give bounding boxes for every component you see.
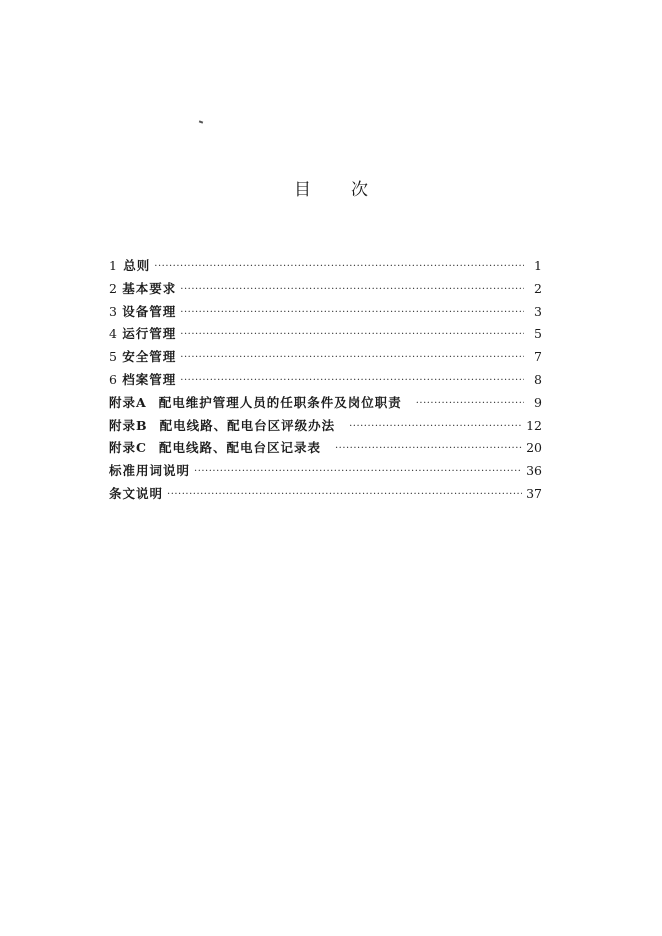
- dot-leader: [180, 302, 524, 325]
- dot-leader: [349, 416, 522, 439]
- toc-entry-number: 1: [109, 258, 117, 273]
- toc-entry-1[interactable]: [109, 255, 542, 278]
- toc-entry-label: 标准用词说明: [109, 463, 191, 479]
- toc-entry-6[interactable]: [109, 369, 542, 392]
- toc-entry-number: 5: [109, 349, 117, 365]
- toc-entry-page: 37: [526, 485, 542, 501]
- toc-entry-2[interactable]: [109, 278, 542, 301]
- toc-entry-page: 20: [526, 440, 542, 456]
- toc-entry-number: 2: [109, 280, 117, 296]
- toc-entry-page: 2: [534, 280, 542, 296]
- dot-leader: [180, 279, 524, 302]
- table-of-contents: [109, 255, 542, 506]
- toc-entry-page: 36: [526, 463, 542, 479]
- toc-entry-number: 6: [109, 371, 117, 387]
- dot-leader: [167, 484, 522, 507]
- appendix-prefix: 附录A: [109, 394, 147, 410]
- toc-appendix-a[interactable]: [109, 392, 542, 415]
- toc-entry-page: 5: [534, 326, 542, 342]
- toc-entry-number: 3: [109, 303, 117, 319]
- scan-speck: [199, 120, 203, 123]
- appendix-prefix: 附录C: [109, 440, 147, 456]
- toc-entry-3[interactable]: [109, 301, 542, 324]
- toc-entry-page: 7: [534, 349, 542, 365]
- toc-appendix-label: [109, 437, 321, 460]
- appendix-prefix: 附录B: [109, 417, 148, 433]
- toc-appendix-label: [109, 415, 335, 438]
- title-char-1: 目: [294, 180, 311, 200]
- toc-appendix-b[interactable]: [109, 415, 542, 438]
- title-char-2: 次: [351, 180, 368, 200]
- appendix-title: 配电维护管理人员的任职条件及岗位职责: [158, 394, 402, 410]
- toc-entry-page: 3: [534, 303, 542, 319]
- appendix-title: 配电线路、配电台区记录表: [158, 440, 321, 456]
- toc-entry-label: 总则: [123, 258, 151, 273]
- toc-entry-label: 基本要求: [122, 280, 177, 296]
- dot-leader: [180, 370, 524, 393]
- toc-entry-label: 运行管理: [122, 326, 177, 342]
- dot-leader: [194, 461, 522, 484]
- toc-appendix-c[interactable]: [109, 437, 542, 460]
- toc-entry-page: 9: [534, 394, 542, 410]
- toc-entry-explanation[interactable]: [109, 483, 542, 506]
- toc-entry-label: 设备管理: [122, 303, 177, 319]
- toc-entry-page: 1: [534, 258, 542, 273]
- toc-entry-terms[interactable]: [109, 460, 542, 483]
- appendix-title: 配电线路、配电台区评级办法: [159, 417, 336, 433]
- toc-entry-4[interactable]: [109, 323, 542, 346]
- dot-leader: [335, 438, 522, 461]
- dot-leader: [416, 393, 524, 416]
- toc-entry-page: 12: [526, 417, 542, 433]
- toc-entry-label: 档案管理: [122, 371, 177, 387]
- dot-leader: [180, 324, 524, 347]
- toc-entry-label: 安全管理: [122, 349, 177, 365]
- toc-entry-number: 4: [109, 326, 117, 342]
- toc-entry-label: 条文说明: [109, 485, 164, 501]
- toc-entry-5[interactable]: [109, 346, 542, 369]
- dot-leader: [154, 256, 524, 279]
- toc-appendix-label: [109, 392, 402, 415]
- page-title: [0, 175, 662, 200]
- toc-entry-page: 8: [534, 371, 542, 387]
- dot-leader: [180, 347, 524, 370]
